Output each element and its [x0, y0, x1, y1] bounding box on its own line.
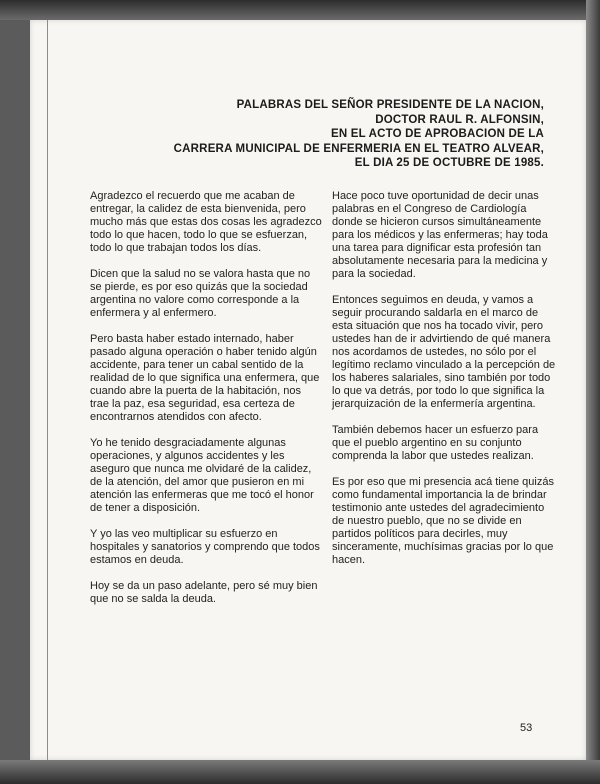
left-text-column — [90, 190, 322, 619]
paragraph: Hoy se da un paso adelante, pero sé muy bien que no se salda la deuda. — [90, 580, 318, 605]
paragraph: Es por eso que mi presencia acá tiene quizás como fundamental importancia la de brindar testimonio ante ustedes del agradecimiento de nuestro pueblo, que no se divide en partidos políticos para decirles, muy sinceramente, muchísimas gracias por lo que hacen. — [332, 476, 554, 566]
paragraph: Agradezco el recuerdo que me acaban de entregar, la calidez de esta bienvenida, pero mucho más que estas dos cosas les agradezco todo lo que hacen, todo lo que se esfuerzan, todo lo que trabajan todos los días. — [90, 190, 322, 254]
scan-bottom-edge — [0, 760, 600, 784]
right-text-column — [332, 190, 558, 580]
paragraph: Pero basta haber estado internado, haber pasado alguna operación o haber tenido algún accidente, para tener un cabal sentido de la realidad de lo que significa una enfermera, que cuando abre la puerta de la habitación, nos trae la paz, esa seguridad, esa certeza de encontrarnos atendidos con afecto. — [90, 333, 320, 423]
heading-line: DOCTOR RAUL R. ALFONSIN, — [375, 113, 544, 126]
speech-heading — [104, 98, 544, 171]
heading-line: EN EL ACTO DE APROBACION DE LA — [330, 128, 544, 140]
heading-line: CARRERA MUNICIPAL DE ENFERMERIA EN EL TEATRO ALVEAR, — [173, 142, 544, 155]
scan-right-edge — [586, 0, 600, 784]
paragraph: Entonces seguimos en deuda, y vamos a seguir procurando saldarla en el marco de esta situación que nos ha tocado vivir, pero ustedes han de ir advirtiendo de qué manera nos acordamos de ustedes, no sólo por el legítimo reclamo vinculado a la percepción de los haberes salariales, sino también por todo lo que va detrás, por todo lo que significa la jerarquización de la enfermería argentina. — [332, 294, 556, 410]
paragraph: También debemos hacer un esfuerzo para que el pueblo argentino en su conjunto comprenda la labor que ustedes realizan. — [332, 424, 539, 462]
page-number: 53 — [520, 722, 533, 734]
scan-top-edge — [0, 0, 600, 20]
paragraph: Dicen que la salud no se valora hasta que no se pierde, es por eso quizás que la sociedad argentina no valore como corresponde a la enfermera y al enfermero. — [90, 268, 311, 319]
heading-line: EL DIA 25 DE OCTUBRE DE 1985. — [354, 157, 544, 169]
paragraph: Hace poco tuve oportunidad de decir unas palabras en el Congreso de Cardiología donde se hicieron cursos simultáneamente para los médicos y las enfermeras; hay toda una tarea para dignificar esta profesión tan absolutamente necesaria para la medicina y para la sociedad. — [332, 190, 548, 280]
paragraph: Yo he tenido desgraciadamente algunas operaciones, y algunos accidentes y les aseguro que nunca me olvidaré de la calidez, de la atención, del amor que pusieron en mi atención las enfermeras que me tocó el honor de tener a disposición. — [90, 437, 314, 514]
page-margin-line — [47, 20, 48, 760]
heading-line: PALABRAS DEL SEÑOR PRESIDENTE DE LA NACION, — [236, 99, 544, 111]
paragraph: Y yo las veo multiplicar su esfuerzo en hospitales y sanatorios y comprendo que todos estamos en deuda. — [90, 528, 320, 566]
